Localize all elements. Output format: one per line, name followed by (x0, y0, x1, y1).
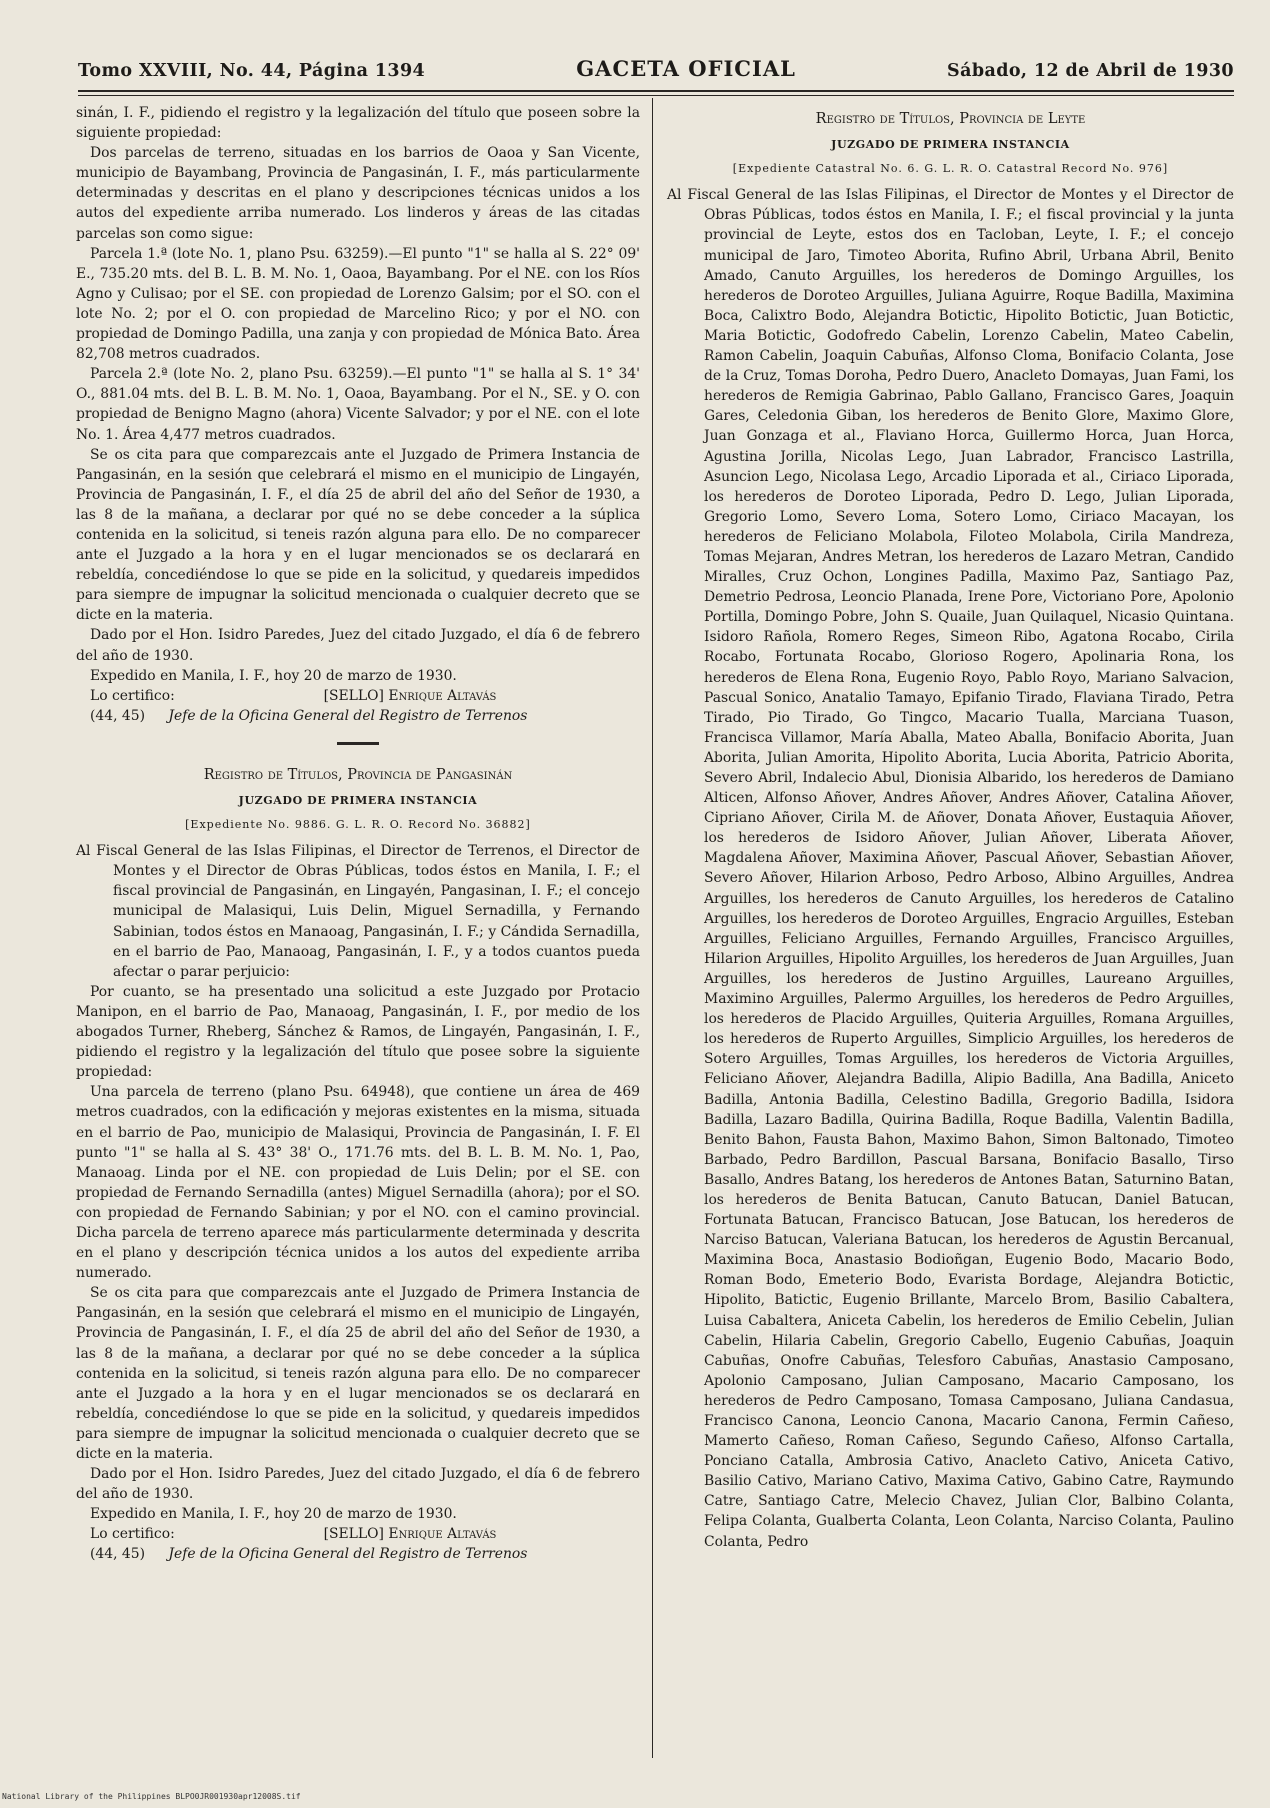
issued-paragraph: Expedido en Manila, I. F., hoy 20 de marzo de 1930. (90, 1506, 457, 1523)
summons-paragraph: Se os cita para que comparezcais ante el Juzgado de Primera Instancia de Pangasinán, en la sesión que celebrará el mismo en el municipio de Lingayén, Provincia de Pangasinán, I. F., el día 25 de abril del año del Señor de 1930, a las 8 de la mañana, a declarar por qué no se debe conceder a la súplica contenida en la solicitud, si teneis razón alguna para ello. De no comparecer ante el Juzgado a la hora y en el lugar mencionados se os declarará en rebeldía, concediéndose lo que se pide en la solicitud, y quedareis impedidos para siempre de impugnar la solicitud mencionada o cualquier decreto que se dicte en la materia. (76, 446, 640, 624)
notice-paragraph: Por cuanto, se ha presentado una solicitud a este Juzgado por Protacio Manipon, en el barrio de Pao, Manaoag, Pangasinán, I. F., por medio de los abogados Turner, Rheberg, Sánchez & Ramos, de Lingayén, Pangasinán, I. F., pidiendo el registro y la legalización del título que posee sobre la siguiente propiedad: (76, 983, 640, 1081)
column-divider (652, 98, 653, 1758)
left-column (76, 103, 640, 1565)
issue-numbers: (44, 45) (90, 707, 146, 724)
signatory-office-line (76, 1544, 640, 1564)
header-rule-thin (78, 95, 1234, 96)
scan-footer: National Library of the Philippines BLPO0JR001930apr12008S.tif (2, 1792, 301, 1801)
notice-addressees: Al Fiscal General de las Islas Filipinas, el Director de Terrenos, el Director de Montes y el Director de Obras Públicas, todos éstos en Manila, I. F.; el fiscal provincial de Pangasinán, en Lingayén, Pangasinan, I. F.; el concejo municipal de Malasiqui, Luis Delin, Miguel Sernadilla, y Fernando Sabinian, todos éstos en Manaoag, Pangasinán, I. F.; y Cándida Sernadilla, en el barrio de Pao, Manaoag, Pangasinán, I. F., y a todos cuantos pueda afectar o parar perjuicio: (76, 843, 640, 980)
parcel-description: Una parcela de terreno (plano Psu. 64948), que contiene un área de 469 metros cuadrados, con la edificación y mejoras existentes en la misma, situada en el barrio de Pao, municipio de Malasiqui, Provincia de Pangasinán, I. F. El punto "1" se halla al S. 43° 38' O., 171.76 mts. del B. L. B. M. No. 1, Pao, Manaoag. Linda por el NE. con propiedad de Luis Delin; por el SE. con propiedad de Fernando Sernadilla (antes) Miguel Sernadilla (ahora); por el SO. con propiedad de Fernando Sabinian; y por el NO. con el camino provincial. Dicha parcela de terreno aparece más particularmente determinada y descrita en el plano y descripción técnica unidos a los autos del expediente arriba numerado. (76, 1084, 640, 1282)
continued-paragraph: sinán, I. F., pidiendo el registro y la legalización del título que poseen sobre la siguiente propiedad: (76, 105, 640, 142)
certifico-label: Lo certifico: (90, 1526, 175, 1543)
notice-addressees: Al Fiscal General de las Islas Filipinas, el Director de Montes y el Director de Obras Públicas, todos éstos en Manila, I. F.; el fiscal provincial y la junta provincial de Leyte, estos dos en Tacloban, Leyte, I. F.; el concejo municipal de Jaro, Timoteo Aborita, Rufino Abril, Urbana Abril, Benito Amado, Canuto Arguilles, los herederos de Domingo Arguilles, los herederos de Doroteo Arguilles, Juliana Aguirre, Roque Badilla, Maximina Boca, Calixtro Bodo, Alejandra Botictic, Hipolito Botictic, Juan Botictic, Maria Botictic, Godofredo Cabelin, Lorenzo Cabelin, Mateo Cabelin, Ramon Cabelin, Joaquin Cabuñas, Alfonso Cloma, Bonifacio Colanta, Jose de la Cruz, Tomas Doroha, Pedro Duero, Anacleto Domayas, Juan Fami, los herederos de Remigia Gabrinao, Pablo Gallano, Francisco Gares, Joaquin Gares, Celedonia Giban, los herederos de Benito Glore, Maximo Glore, Juan Gonzaga et al., Flaviano Horca, Guillermo Horca, Juan Horca, Agustina Jorilla, Nicolas Lego, Juan Labrador, Francisco Lastrilla, Asuncion Lego, Nicolasa Lego, Arcadio Liporada et al., Ciriaco Liporada, los herederos de Doroteo Liporada, Pedro D. Lego, Julian Liporada, Gregorio Lomo, Severo Loma, Sotero Lomo, Ciriaco Macayan, los herederos de Feliciano Molabola, Filoteo Molabola, Cirila Mandreza, Tomas Mejaran, Andres Metran, los herederos de Lazaro Metran, Candido Miralles, Cruz Ochon, Longines Padilla, Maximo Paz, Santiago Paz, Demetrio Pedrosa, Leoncio Planada, Irene Pore, Victoriano Pore, Apolonio Portilla, Domingo Pobre, John S. Quaile, Juan Quilaquel, Nicasio Quintana. Isidoro Rañola, Romero Reges, Simeon Ribo, Agatona Rocabo, Cirila Rocabo, Fortunata Rocabo, Glorioso Rogero, Apolinaria Rona, los herederos de Elena Rona, Eugenio Royo, Pablo Royo, Mariano Salvacion, Pascual Sonico, Anatalio Tamayo, Epifanio Tirado, Flaviana Tirado, Petra Tirado, Pio Tirado, Go Tingco, Macario Tualla, Marciana Tuason, Francisca Villamor, María Aballa, Mateo Aballa, Bonifacio Aborita, Juan Aborita, Julian Amorita, Hipolito Aborita, Lucia Aborita, Patricio Aborita, Severo Abril, Indalecio Abul, Dionisia Albarido, los herederos de Damiano Alticen, Alfonso Añover, Andres Añover, Andres Añover, Catalina Añover, Cipriano Añover, Cirila M. de Añover, Donata Añover, Eustaquia Añover, los herederos de Isidoro Añover, Julian Añover, Liberata Añover, Magdalena Añover, Maximina Añover, Pascual Añover, Sebastian Añover, Severo Añover, Hilarion Arboso, Pedro Arboso, Albino Arguilles, Andrea Arguilles, los herederos de Canuto Arguilles, los herederos de Catalino Arguilles, los herederos de Doroteo Arguilles, Engracio Arguilles, Esteban Arguilles, Feliciano Arguilles, Fernando Arguilles, Francisco Arguilles, Hilarion Arguilles, Hipolito Arguilles, los herederos de Juan Arguilles, Juan Arguilles, los herederos de Justino Arguilles, Laureano Arguilles, Maximino Arguilles, Palermo Arguilles, los herederos de Pedro Arguilles, los herederos de Placido Arguilles, Quiteria Arguilles, Romana Arguilles, los herederos de Ruperto Arguilles, Simplicio Arguilles, los herederos de Sotero Arguilles, Tomas Arguilles, los herederos de Victoria Arguilles, Feliciano Añover, Alejandra Badilla, Alipio Badilla, Ana Badilla, Aniceto Badilla, Antonia Badilla, Celestino Badilla, Gregorio Badilla, Isidora Badilla, Lazaro Badilla, Quirina Badilla, Roque Badilla, Valentin Badilla, Benito Bahon, Fausta Bahon, Maximo Bahon, Simon Baltonado, Timoteo Barbado, Pedro Bardillon, Pascual Barsana, Bonifacio Basallo, Tirso Basallo, Andres Batang, los herederos de Antones Batan, Saturnino Batan, los herederos de Benita Batucan, Canuto Batucan, Daniel Batucan, Fortunata Batucan, Francisco Batucan, Jose Batucan, los herederos de Narciso Batucan, Valeriana Batucan, los herederos de Agustin Bercanual, Maximina Boca, Anastasio Bodioñgan, Eugenio Bodo, Macario Bodo, Roman Bodo, Emeterio Bodo, Evarista Bordage, Alejandra Botictic, Hipolito, Batictic, Eugenio Brillante, Marcelo Brom, Basilio Cabaltera, Luisa Cabaltera, Aniceta Cabelin, los herederos de Emilio Cebelin, Julian Cabelin, Hilaria Cabelin, Gregorio Cabello, Eugenio Cabuñas, Joaquin Cabuñas, Onofre Cabuñas, Telesforo Cabuñas, Anastasio Camposano, Apolonio Camposano, Julian Camposano, Macario Camposano, los herederos de Pedro Camposano, Tomasa Camposano, Juliana Candasua, Francisco Canona, Leoncio Canona, Macario Canona, Fermin Cañeso, Mamerto Cañeso, Roman Cañeso, Segundo Cañeso, Alfonso Cartalla, Ponciano Catalla, Ambrosia Cativo, Anacleto Cativo, Aniceta Cativo, Basilio Cativo, Mariano Cativo, Maxima Cativo, Gabino Catre, Raymundo Catre, Santiago Catre, Melecio Chavez, Julian Clor, Balbino Colanta, Felipa Colanta, Gualberta Colanta, Leon Colanta, Narciso Colanta, Paulino Colanta, Pedro (667, 187, 1234, 1550)
given-by-paragraph: Dado por el Hon. Isidro Paredes, Juez del citado Juzgado, el día 6 de febrero del año de 1930. (76, 1466, 640, 1503)
seal-label: [SELLO] (323, 1526, 384, 1543)
court-name: JUZGADO DE PRIMERA INSTANCIA (238, 794, 478, 807)
signatory-office-line (76, 706, 640, 726)
certification-line (76, 686, 640, 706)
header-rule-thick (78, 90, 1234, 92)
case-reference: [Expediente Catastral No. 6. G. L. R. O. Catastral Record No. 976] (732, 162, 1169, 176)
issue-numbers: (44, 45) (90, 1546, 146, 1563)
seal-label: [SELLO] (323, 687, 384, 704)
publication-title: GACETA OFICIAL (576, 56, 796, 81)
issued-paragraph: Expedido en Manila, I. F., hoy 20 de marzo de 1930. (90, 667, 457, 684)
notice-title: Registro de Títulos, Provincia de Pangasinán (203, 766, 513, 783)
notice-title: Registro de Títulos, Provincia de Leyte (815, 111, 1086, 127)
right-column (667, 103, 1234, 1552)
signatory-name: Enrique Altavás (388, 1526, 497, 1543)
parcel-2-description: Parcela 2.ª (lote No. 2, plano Psu. 63259).—El punto "1" se halla al S. 1° 34' O., 881.04 mts. del B. L. B. M. No. 1, Oaoa, Bayambang. Por el N., SE. y O. con propiedad de Benigno Magno (ahora) Vicente Salvador; y por el NE. con el lote No. 1. Área 4,477 metros cuadrados. (76, 366, 640, 443)
certification-line (76, 1524, 640, 1544)
parcel-1-description: Parcela 1.ª (lote No. 1, plano Psu. 63259).—El punto "1" se halla al S. 22° 09' E., 735.20 mts. del B. L. B. M. No. 1, Oaoa, Bayambang. Por el NE. con los Ríos Agno y Culisao; por el SE. con propiedad de Lorenzo Galsim; por el SO. con el lote No. 2; por el O. con propiedad de Marcelino Rico; y por el NO. con propiedad de Domingo Padilla, una zanja y con propiedad de Mónica Bato. Área 82,708 metros cuadrados. (76, 245, 640, 363)
continued-paragraph: Dos parcelas de terreno, situadas en los barrios de Oaoa y San Vicente, municipio de Bayambang, Provincia de Pangasinán, I. F., más particularmente determinadas y descritas en el plano y descripciones técnicas unidos a los autos del expediente arriba numerado. Los linderos y áreas de las citadas parcelas son como sigue: (76, 145, 640, 242)
summons-paragraph: Se os cita para que comparezcais ante el Juzgado de Primera Instancia de Pangasinán, en la sesión que celebrará el mismo en el municipio de Lingayén, Provincia de Pangasinán, I. F., el día 25 de abril del año del Señor de 1930, a las 8 de la mañana, a declarar por qué no se debe conceder a la súplica contenida en la solicitud, si teneis razón alguna para ello. De no comparecer ante el Juzgado a la hora y en el lugar mencionados se os declarará en rebeldía, concediéndose lo que se pide en la solicitud, y quedareis impedidos para siempre de impugnar la solicitud mencionada o cualquier decreto que se dicte en la materia. (76, 1285, 640, 1462)
signatory-name: Enrique Altavás (388, 687, 497, 704)
signatory-office: Jefe de la Oficina General del Registro de Terrenos (168, 707, 528, 724)
volume-page-label: Tomo XXVIII, No. 44, Página 1394 (78, 61, 426, 81)
certifico-label: Lo certifico: (90, 687, 175, 704)
signatory-office: Jefe de la Oficina General del Registro de Terrenos (168, 1546, 528, 1563)
issue-date: Sábado, 12 de Abril de 1930 (947, 61, 1234, 81)
case-reference: [Expediente No. 9886. G. L. R. O. Record No. 36882] (185, 818, 531, 832)
given-by-paragraph: Dado por el Hon. Isidro Paredes, Juez del citado Juzgado, el día 6 de febrero del año de 1930. (76, 627, 640, 664)
section-divider (337, 742, 379, 745)
court-name: JUZGADO DE PRIMERA INSTANCIA (831, 138, 1070, 152)
